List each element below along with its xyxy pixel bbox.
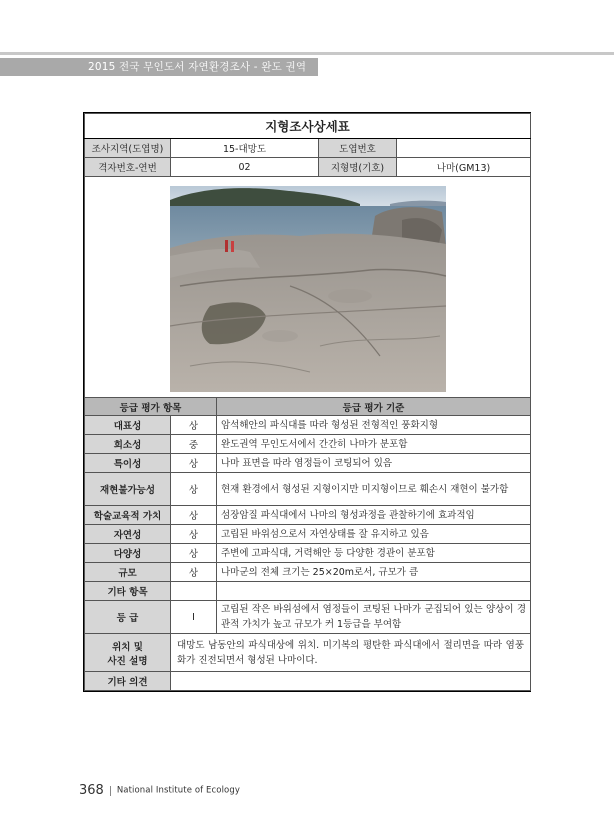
grid-number-value: 02 — [171, 158, 319, 177]
location-label-line1: 위치 및 — [112, 641, 143, 653]
grade-item: 학술교육적 가치 — [85, 506, 171, 525]
grade-criteria: 완도권역 무인도서에서 간간히 나마가 분포함 — [217, 435, 531, 454]
grade-item: 다양성 — [85, 544, 171, 563]
location-description: 대망도 남동안의 파식대상에 위치. 미기복의 평탄한 파식대에서 절리면을 따라 염풍화가 진전되면서 형성된 나마이다. — [171, 634, 531, 672]
landform-photo — [170, 186, 446, 392]
location-label — [85, 634, 171, 672]
grade-row — [85, 563, 531, 582]
other-opinion-value — [171, 672, 531, 691]
grade-row — [85, 435, 531, 454]
grade-criteria — [217, 582, 531, 601]
grade-item: 등 급 — [85, 601, 171, 634]
grade-criteria: 나마군의 전체 크기는 25×20m로서, 규모가 큼 — [217, 563, 531, 582]
grade-criteria: 나마 표면을 따라 염정들이 코팅되어 있음 — [217, 454, 531, 473]
grade-row — [85, 544, 531, 563]
grade-value: 상 — [171, 473, 217, 506]
survey-area-value: 15-대망도 — [171, 139, 319, 158]
grade-row — [85, 582, 531, 601]
grade-criteria: 현재 환경에서 형성된 지형이지만 미지형이므로 훼손시 재현이 불가함 — [217, 473, 531, 506]
grade-item: 기타 항목 — [85, 582, 171, 601]
sheet-title: 지형조사상세표 — [85, 114, 531, 139]
grade-value: 중 — [171, 435, 217, 454]
grade-row — [85, 473, 531, 506]
grade-criteria: 섬장암질 파식대에서 나마의 형성과정을 관찰하기에 효과적임 — [217, 506, 531, 525]
map-number-label: 도엽번호 — [319, 139, 397, 158]
footer-divider — [110, 786, 111, 796]
grade-item-header: 등급 평가 항목 — [85, 398, 217, 416]
landform-survey-sheet — [83, 112, 531, 692]
grade-item: 재현불가능성 — [85, 473, 171, 506]
map-number-value — [397, 139, 531, 158]
running-title: 2015 전국 무인도서 자연환경조사 - 완도 권역 — [88, 61, 307, 73]
grade-value: 상 — [171, 416, 217, 435]
landform-name-label: 지형명(기호) — [319, 158, 397, 177]
landform-name-value: 나마(GM13) — [397, 158, 531, 177]
other-opinion-label: 기타 의견 — [85, 672, 171, 691]
grade-criteria: 고립된 작은 바위섬에서 염정들이 코팅된 나마가 군집되어 있는 양상이 경관적 가치가 높고 규모가 커 1등급을 부여함 — [217, 601, 531, 634]
header-rule — [0, 52, 614, 55]
grade-value: 상 — [171, 454, 217, 473]
page-number: 368 — [79, 783, 104, 798]
grade-criteria: 암석해안의 파식대를 따라 형성된 전형적인 풍화지형 — [217, 416, 531, 435]
grade-value — [171, 582, 217, 601]
grade-row — [85, 601, 531, 634]
institution-name: National Institute of Ecology — [116, 785, 240, 796]
grade-value: 상 — [171, 525, 217, 544]
grade-value: 상 — [171, 563, 217, 582]
location-label-line2: 사진 설명 — [107, 655, 148, 667]
survey-table — [84, 113, 531, 691]
grade-row — [85, 506, 531, 525]
grade-row — [85, 416, 531, 435]
grade-value: I — [171, 601, 217, 634]
grade-value: 상 — [171, 506, 217, 525]
grade-item: 자연성 — [85, 525, 171, 544]
grade-item: 특이성 — [85, 454, 171, 473]
grade-value: 상 — [171, 544, 217, 563]
page-footer — [79, 783, 240, 798]
grade-item: 대표성 — [85, 416, 171, 435]
grade-row — [85, 454, 531, 473]
grade-criteria: 주변에 고파식대, 거력해안 등 다양한 경관이 분포함 — [217, 544, 531, 563]
grid-number-label: 격자번호-연번 — [85, 158, 171, 177]
grade-criteria: 고립된 바위섬으로서 자연상태를 잘 유지하고 있음 — [217, 525, 531, 544]
grade-item: 규모 — [85, 563, 171, 582]
grade-item: 희소성 — [85, 435, 171, 454]
grade-row — [85, 525, 531, 544]
grade-criteria-header: 등급 평가 기준 — [217, 398, 531, 416]
photo-cell — [85, 177, 531, 398]
survey-area-label: 조사지역(도엽명) — [85, 139, 171, 158]
